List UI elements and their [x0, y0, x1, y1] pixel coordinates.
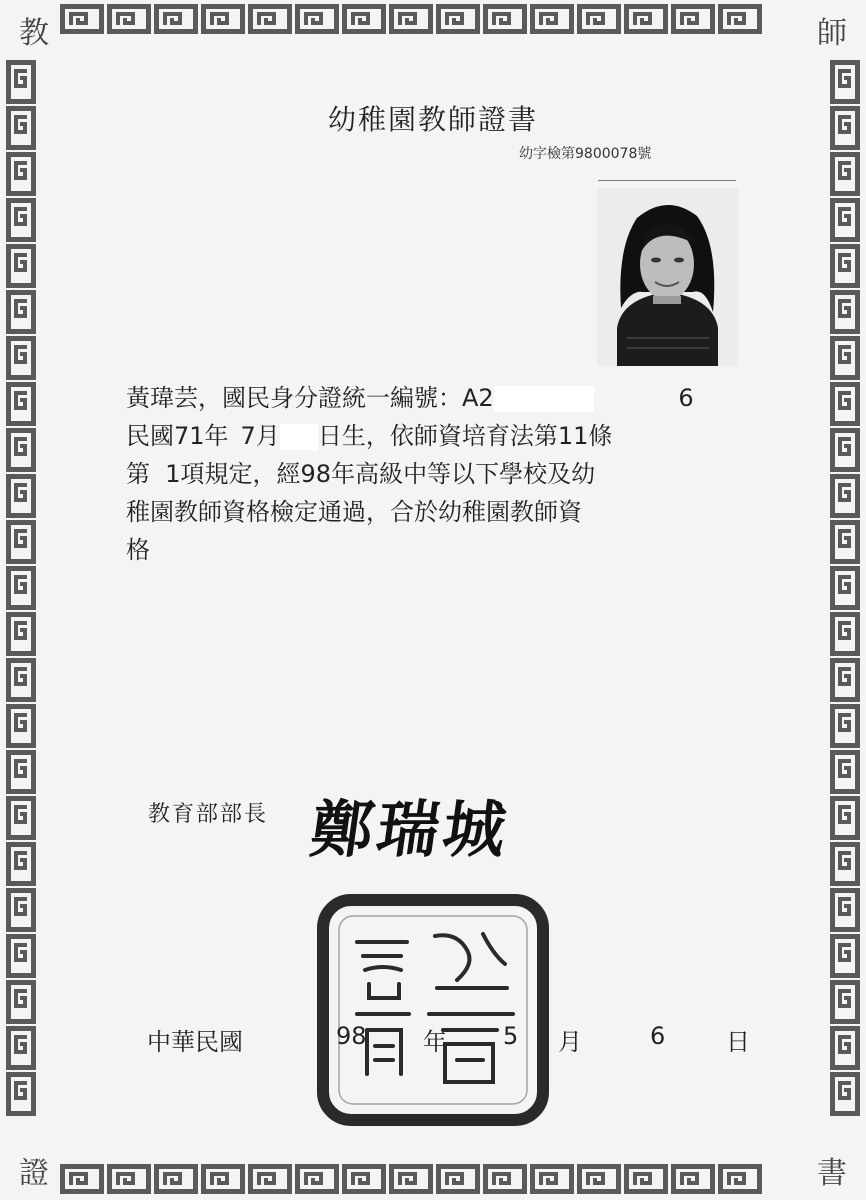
body-line-1	[126, 379, 746, 417]
key-pattern-tile	[9, 937, 34, 976]
key-pattern-tile	[833, 339, 858, 378]
key-pattern-tile	[110, 1167, 149, 1192]
key-pattern-tile	[9, 615, 34, 654]
key-pattern-tile	[9, 845, 34, 884]
key-pattern-tile	[833, 845, 858, 884]
body-line-5: 格	[126, 536, 150, 564]
key-pattern-tile	[298, 1167, 337, 1192]
corner-char-top-right: 師	[817, 16, 847, 51]
key-pattern-tile	[9, 63, 34, 102]
issue-date-day-label: 日	[726, 1028, 750, 1056]
body-line-4: 稚園教師資格檢定通過，合於幼稚園教師資	[126, 498, 582, 526]
corner-char-bottom-right: 書	[817, 1156, 847, 1191]
key-pattern-tile	[63, 1167, 102, 1192]
key-pattern-tile	[833, 799, 858, 838]
key-pattern-tile	[833, 385, 858, 424]
key-pattern-tile	[721, 1167, 760, 1192]
key-pattern-tile	[9, 247, 34, 286]
key-pattern-tile	[9, 707, 34, 746]
certificate-title: 幼稚園教師證書	[327, 103, 538, 136]
key-pattern-tile	[9, 385, 34, 424]
key-pattern-tile	[251, 7, 290, 32]
key-pattern-tile	[9, 1029, 34, 1068]
key-pattern-tile	[110, 7, 149, 32]
key-pattern-tile	[392, 1167, 431, 1192]
birth-month: 7月	[240, 422, 280, 450]
key-pattern-tile	[533, 7, 572, 32]
key-pattern-tile	[833, 891, 858, 930]
key-pattern-tile	[298, 7, 337, 32]
key-pattern-tile	[674, 1167, 713, 1192]
key-pattern-tile	[833, 569, 858, 608]
key-pattern-tile	[833, 983, 858, 1022]
key-pattern-tile	[533, 1167, 572, 1192]
key-pattern-tile	[833, 431, 858, 470]
issue-date-day: 6	[650, 1022, 666, 1050]
key-pattern-tile	[833, 1029, 858, 1068]
key-pattern-tile	[439, 7, 478, 32]
key-pattern-tile	[204, 1167, 243, 1192]
official-seal	[317, 894, 549, 1126]
key-pattern-tile	[9, 799, 34, 838]
key-pattern-tile	[833, 523, 858, 562]
key-pattern-tile	[833, 293, 858, 332]
body-line-3: 第 1項規定，經98年高級中等以下學校及幼	[126, 460, 596, 488]
key-pattern-tile	[833, 1075, 858, 1114]
issue-date-year-label: 年	[423, 1028, 447, 1056]
key-pattern-tile	[486, 7, 525, 32]
key-pattern-tile	[833, 247, 858, 286]
key-pattern-tile	[251, 1167, 290, 1192]
key-pattern-tile	[9, 339, 34, 378]
key-pattern-tile	[9, 983, 34, 1022]
key-pattern-tile	[345, 7, 384, 32]
id-label: ，國民身分證統一編號：	[198, 384, 462, 412]
key-pattern-tile	[833, 615, 858, 654]
issue-date-year: 98	[336, 1022, 367, 1050]
key-pattern-tile	[9, 201, 34, 240]
key-pattern-tile	[345, 1167, 384, 1192]
key-pattern-tile	[9, 293, 34, 332]
minister-title: 教育部部長	[148, 802, 269, 827]
redaction-box	[494, 386, 594, 412]
key-pattern-tile	[833, 63, 858, 102]
id-prefix: A2	[462, 384, 494, 412]
key-pattern-tile	[9, 477, 34, 516]
key-pattern-tile	[833, 661, 858, 700]
corner-char-bottom-left: 證	[19, 1156, 49, 1191]
key-pattern-tile	[833, 477, 858, 516]
certificate-body	[126, 379, 746, 569]
corner-char-top-left: 教	[19, 16, 49, 51]
key-pattern-tile	[157, 7, 196, 32]
key-pattern-tile	[833, 753, 858, 792]
key-pattern-tile	[9, 155, 34, 194]
key-pattern-tile	[439, 1167, 478, 1192]
key-pattern-tile	[9, 891, 34, 930]
issue-date-month-label: 月	[558, 1028, 582, 1056]
birth-day-suffix: 日生，依師資培育法第11條	[317, 422, 613, 450]
key-pattern-tile	[9, 431, 34, 470]
key-pattern-tile	[9, 753, 34, 792]
key-pattern-tile	[721, 7, 760, 32]
key-pattern-tile	[833, 201, 858, 240]
key-pattern-tile	[674, 7, 713, 32]
key-pattern-tile	[204, 7, 243, 32]
key-pattern-tile	[580, 7, 619, 32]
birth-year: 民國71年	[126, 422, 229, 450]
key-pattern-tile	[9, 661, 34, 700]
redaction-box	[280, 424, 318, 450]
key-pattern-tile	[9, 1075, 34, 1114]
issue-date-month: 5	[503, 1022, 519, 1050]
key-pattern-tile	[392, 7, 431, 32]
body-line-2	[126, 417, 746, 455]
id-suffix: 6	[678, 384, 694, 412]
certificate-number: 幼字檢第9800078號	[519, 146, 652, 162]
holder-name: 黃瑋芸	[126, 384, 198, 412]
key-pattern-tile	[627, 7, 666, 32]
issue-date-era: 中華民國	[147, 1028, 243, 1056]
key-pattern-tile	[580, 1167, 619, 1192]
key-pattern-tile	[627, 1167, 666, 1192]
key-pattern-tile	[833, 707, 858, 746]
key-pattern-tile	[157, 1167, 196, 1192]
key-pattern-tile	[9, 569, 34, 608]
key-pattern-tile	[486, 1167, 525, 1192]
key-pattern-tile	[9, 523, 34, 562]
minister-signature: 鄭瑞城	[306, 793, 515, 866]
key-pattern-tile	[63, 7, 102, 32]
key-pattern-tile	[833, 155, 858, 194]
key-pattern-tile	[833, 937, 858, 976]
number-underline	[598, 180, 736, 181]
portrait-photo	[597, 188, 738, 366]
